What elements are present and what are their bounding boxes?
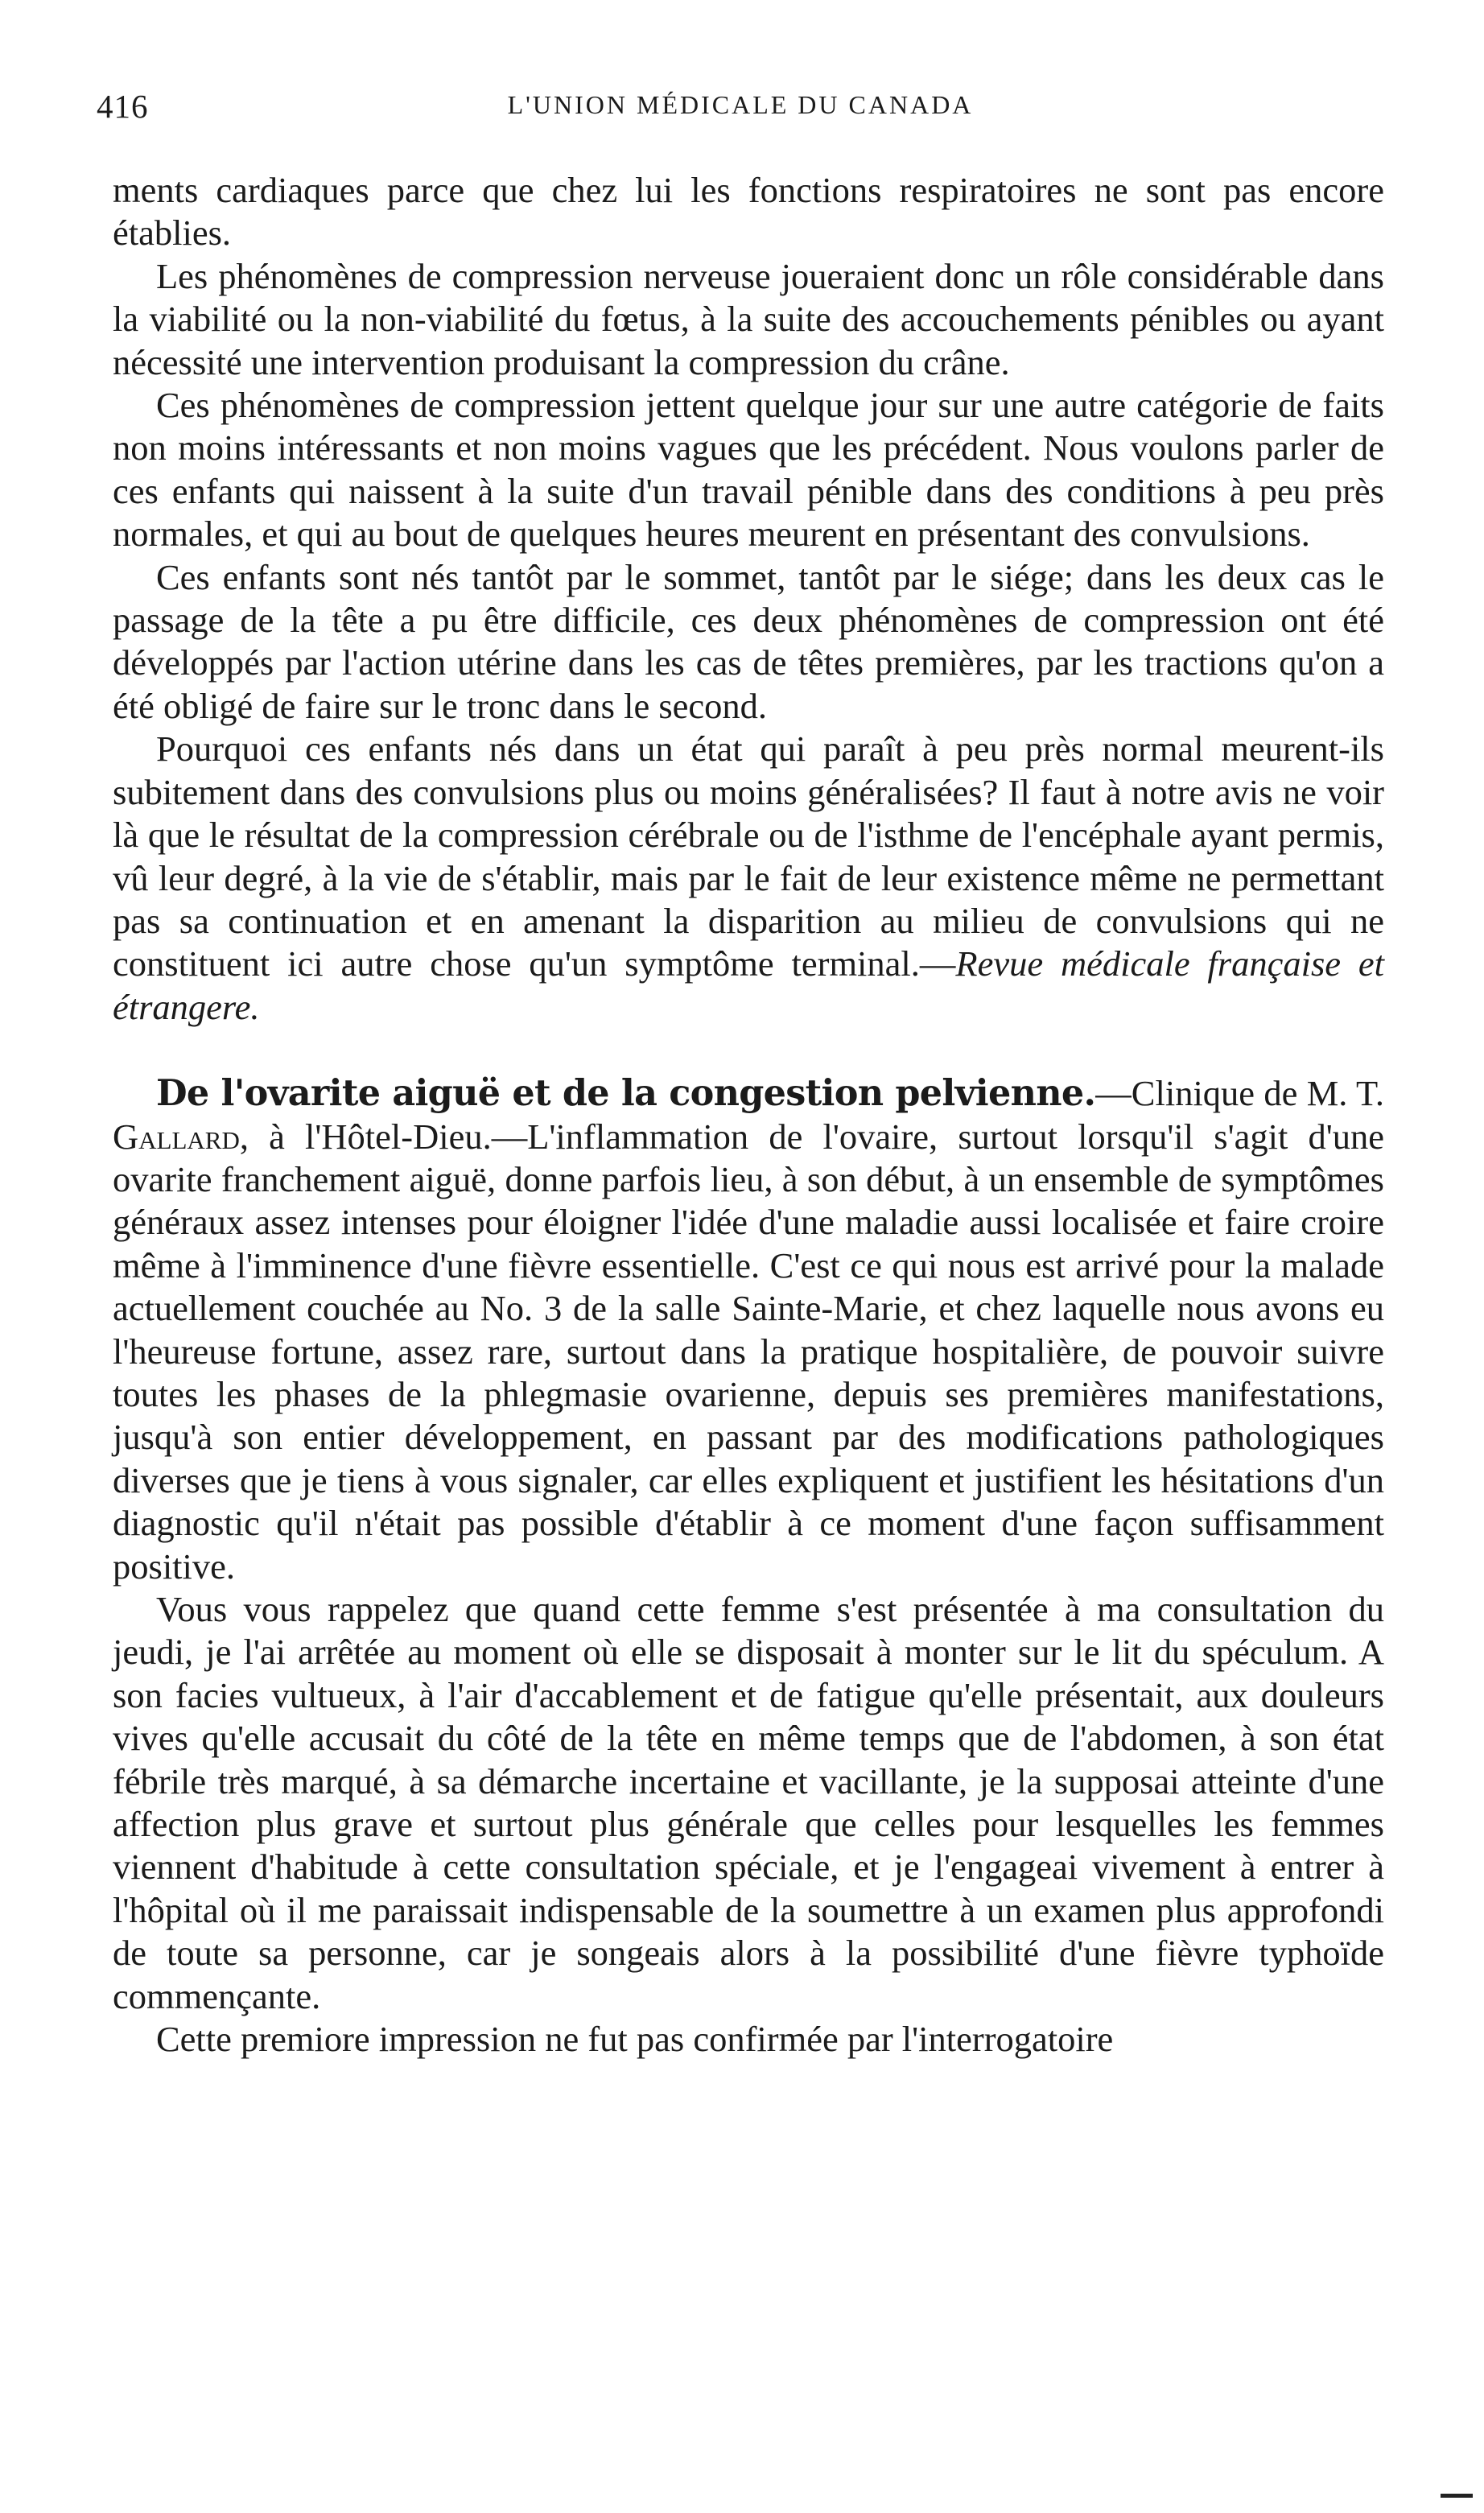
article-title: De l'ovarite aiguë et de la congestion pelvienne. xyxy=(156,1072,1096,1115)
paragraph: Cette premiore impression ne fut pas confirmée par l'interrogatoire xyxy=(156,2019,1114,2060)
article-ovarite xyxy=(113,1072,1384,2061)
page-body xyxy=(113,169,1384,2061)
author-name: Gallard xyxy=(113,1116,240,1157)
paragraph-text: Pourquoi ces enfants nés dans un état qui paraît à peu près normal meurent-ils subitement dans des convulsions plus ou moins généralisées? Il faut à notre avis ne voir là que le résultat de la compression cérébrale ou de l'isthme de l'encéphale ayant permis, vû leur degré, à la vie de s'établir, mais par le fait de leur existence même ne permettant pas sa continuation et en amenant la disparition au milieu de convulsions qui ne constituent ici autre chose qu'un symptôme terminal. xyxy=(113,728,1384,984)
running-title: L'UNION MÉDICALE DU CANADA xyxy=(507,90,974,119)
paragraph: ments cardiaques parce que chez lui les fonctions respiratoires ne sont pas encore établies. xyxy=(113,170,1384,254)
paragraph: Vous vous rappelez que quand cette femme s'est présentée à ma consultation du jeudi, je l'ai arrêtée au moment où elle se disposait à monter sur le lit du spéculum. A son facies vultueux, à l'air d'accablement et de fatigue qu'elle présentait, aux douleurs vives qu'elle accusait du côté de la tête en même temps que de l'abdomen, à son état fébrile très marqué, à sa démarche incertaine et vacillante, je la supposai atteinte d'une affection plus grave et surtout plus générale que celles pour lesquelles les femmes viennent d'habitude à cette consultation spéciale, et je l'engageai vivement à entrer à l'hôpital où il me paraissait indispensable de la soumettre à un examen plus approfondi de toute sa personne, car je songeais alors à la possibilité d'une fièvre typhoïde commençante. xyxy=(113,1589,1384,2016)
page-corner-mark xyxy=(1441,2494,1473,2498)
article-lead-paragraph xyxy=(113,1072,1384,1588)
paragraph: Les phénomènes de compression nerveuse joueraient donc un rôle considérable dans la viabilité ou la non-viabilité du fœtus, à la suite des accouchements pénibles ou ayant nécessité une intervention produisant la compression du crâne. xyxy=(113,255,1384,382)
page-header xyxy=(97,87,1384,135)
source-citation: Revue médicale française et étrangere. xyxy=(113,943,1384,1027)
source-dash: — xyxy=(919,943,956,984)
author-initial: T. xyxy=(1355,1073,1384,1114)
paragraph-with-source xyxy=(113,728,1384,1029)
article-text: —L'inflammation de l'ovaire, surtout lorsqu'il s'agit d'une ovarite franchement aiguë, donne parfois lieu, à son début, à un ensemble de symptômes généraux assez intenses pour éloigner l'idée d'une maladie aussi localisée et faire croire même à l'imminence d'une fièvre essentielle. C'est ce qui nous est arrivé pour la malade actuellement couchée au No. 3 de la salle Sainte-Marie, et chez laquelle nous avons eu l'heureuse fortune, assez rare, surtout dans la pratique hospitalière, de pouvoir suivre toutes les phases de la phlegmasie ovarienne, depuis ses premières manifestations, jusqu'à son entier développement, en passant par des modifications pathologiques diverses que je tiens à vous signaler, car elles expliquent et justifient les hésitations d'un diagnostic qu'il n'était pas possible d'établir à ce moment d'une façon suffisamment positive. xyxy=(113,1116,1384,1587)
article-location: , à l'Hôtel-Dieu. xyxy=(239,1116,492,1157)
paragraph: Ces phénomènes de compression jettent quelque jour sur une autre catégorie de faits non moins intéressants et non moins vagues que les précédent. Nous voulons parler de ces enfants qui naissent à la suite d'un travail pénible dans des conditions à peu près normales, et qui au bout de quelques heures meurent en présentant des convulsions. xyxy=(113,385,1384,555)
paragraph: Ces enfants sont nés tantôt par le sommet, tantôt par le siége; dans les deux cas le passage de la tête a pu être difficile, ces deux phénomènes de compression ont été développés par l'action utérine dans les cas de têtes premières, par les tractions qu'on a été obligé de faire sur le tronc dans le second. xyxy=(113,556,1384,726)
page-number: 416 xyxy=(97,88,149,125)
article-intro: —Clinique de M. xyxy=(1095,1073,1348,1114)
